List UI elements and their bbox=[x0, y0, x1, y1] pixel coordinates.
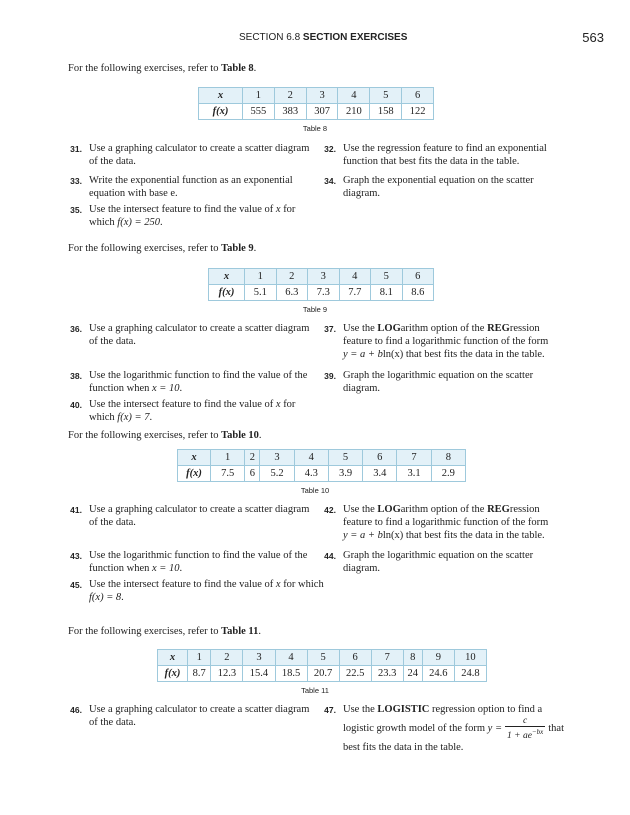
x-cell: 1 bbox=[245, 269, 277, 285]
x-cell: 3 bbox=[308, 269, 340, 285]
x-cell: 4 bbox=[338, 88, 370, 104]
table-ref: Table 11 bbox=[221, 626, 259, 637]
x-cell: 7 bbox=[371, 650, 403, 666]
x-cell: 5 bbox=[307, 650, 339, 666]
f-cell: 22.5 bbox=[339, 666, 371, 682]
x-cell: 3 bbox=[306, 88, 338, 104]
x-cell: 2 bbox=[274, 88, 306, 104]
x-cell: 1 bbox=[188, 650, 211, 666]
f-cell: 8.7 bbox=[188, 666, 211, 682]
x-cell: 6 bbox=[402, 269, 434, 285]
exercise-number: 32. bbox=[324, 144, 336, 154]
table-row-f bbox=[199, 104, 434, 120]
f-cell: 20.7 bbox=[307, 666, 339, 682]
x-header: x bbox=[158, 650, 188, 666]
f-cell: 307 bbox=[306, 104, 338, 120]
exercise-34: 34. Graph the exponential equation on the scatter diagram. bbox=[322, 174, 567, 200]
table-caption: Table 9 bbox=[302, 305, 328, 314]
table-row-f bbox=[158, 666, 487, 682]
table-row-f bbox=[209, 285, 434, 301]
exercise-number: 39. bbox=[324, 371, 336, 381]
x-header: x bbox=[209, 269, 245, 285]
x-cell: 4 bbox=[294, 450, 328, 466]
exercise-41: 41. Use a graphing calculator to create a scatter diagram of the data. bbox=[68, 503, 328, 529]
exercise-number: 42. bbox=[324, 505, 336, 515]
f-header: f(x) bbox=[178, 466, 211, 482]
exercise-number: 43. bbox=[70, 551, 82, 561]
f-cell: 7.5 bbox=[211, 466, 245, 482]
exercise-35: 35. Use the intersect feature to find the value of x for which f(x) = 250. bbox=[68, 203, 328, 229]
f-cell: 3.4 bbox=[363, 466, 397, 482]
f-cell: 158 bbox=[370, 104, 402, 120]
x-cell: 6 bbox=[339, 650, 371, 666]
f-cell: 8.1 bbox=[371, 285, 403, 301]
exercise-number: 31. bbox=[70, 144, 82, 154]
exercise-46: 46. Use a graphing calculator to create a scatter diagram of the data. bbox=[68, 703, 328, 729]
f-cell: 6 bbox=[245, 466, 260, 482]
x-cell: 1 bbox=[211, 450, 245, 466]
x-cell: 3 bbox=[260, 450, 294, 466]
x-cell: 2 bbox=[245, 450, 260, 466]
intro-table-11: For the following exercises, refer to Table 11. bbox=[68, 626, 261, 637]
exercise-39: 39. Graph the logarithmic equation on the scatter diagram. bbox=[322, 369, 567, 395]
intro-table-9: For the following exercises, refer to Table 9. bbox=[68, 243, 257, 254]
f-cell: 7.3 bbox=[308, 285, 340, 301]
f-cell: 383 bbox=[274, 104, 306, 120]
x-cell: 8 bbox=[403, 650, 422, 666]
f-cell: 4.3 bbox=[294, 466, 328, 482]
exercise-number: 34. bbox=[324, 176, 336, 186]
table-row-f bbox=[178, 466, 466, 482]
table-row-x bbox=[209, 269, 434, 285]
exercise-number: 35. bbox=[70, 205, 82, 215]
x-cell: 8 bbox=[431, 450, 465, 466]
exercise-number: 33. bbox=[70, 176, 82, 186]
f-cell: 5.1 bbox=[245, 285, 277, 301]
table-row-x bbox=[199, 88, 434, 104]
exercise-number: 44. bbox=[324, 551, 336, 561]
x-cell: 1 bbox=[243, 88, 275, 104]
f-cell: 6.3 bbox=[276, 285, 308, 301]
x-cell: 3 bbox=[243, 650, 275, 666]
exercise-31: 31. Use a graphing calculator to create a scatter diagram of the data. bbox=[68, 142, 328, 168]
x-cell: 4 bbox=[275, 650, 307, 666]
f-cell: 5.2 bbox=[260, 466, 294, 482]
table-row-x bbox=[178, 450, 466, 466]
intro-table-8: For the following exercises, refer to Table 8. bbox=[68, 63, 257, 74]
x-cell: 2 bbox=[276, 269, 308, 285]
f-header: f(x) bbox=[209, 285, 245, 301]
f-cell: 24.8 bbox=[454, 666, 486, 682]
f-cell: 2.9 bbox=[431, 466, 465, 482]
exercise-number: 47. bbox=[324, 705, 336, 715]
page-number: 563 bbox=[582, 30, 604, 45]
x-cell: 4 bbox=[339, 269, 371, 285]
f-cell: 24 bbox=[403, 666, 422, 682]
table-row-x bbox=[158, 650, 487, 666]
x-cell: 10 bbox=[454, 650, 486, 666]
data-table-8 bbox=[198, 87, 434, 120]
f-cell: 12.3 bbox=[211, 666, 243, 682]
f-cell: 555 bbox=[243, 104, 275, 120]
exercise-number: 38. bbox=[70, 371, 82, 381]
f-cell: 7.7 bbox=[339, 285, 371, 301]
f-cell: 15.4 bbox=[243, 666, 275, 682]
section-label bbox=[239, 32, 407, 43]
table-ref: Table 8 bbox=[221, 63, 254, 74]
f-cell: 24.6 bbox=[422, 666, 454, 682]
exercise-37: 37. Use the LOGarithm option of the REGression feature to find a logarithmic function of the form y = a + bln(x) that best fits the data in the table. bbox=[322, 322, 567, 361]
x-cell: 5 bbox=[371, 269, 403, 285]
table-caption: Table 8 bbox=[302, 124, 328, 133]
f-cell: 210 bbox=[338, 104, 370, 120]
x-header: x bbox=[178, 450, 211, 466]
exercise-45: 45. Use the intersect feature to find the value of x for which f(x) = 8. bbox=[68, 578, 328, 604]
exercise-number: 40. bbox=[70, 400, 82, 410]
data-table-10 bbox=[177, 449, 466, 482]
exercise-number: 36. bbox=[70, 324, 82, 334]
table-caption: Table 11 bbox=[301, 686, 329, 695]
exercise-33: 33. Write the exponential function as an exponential equation with base e. bbox=[68, 174, 328, 200]
x-cell: 5 bbox=[370, 88, 402, 104]
data-table-9 bbox=[208, 268, 434, 301]
exercise-38: 38. Use the logarithmic function to find the value of the function when x = 10. bbox=[68, 369, 328, 395]
exercise-43: 43. Use the logarithmic function to find the value of the function when x = 10. bbox=[68, 549, 328, 575]
f-cell: 3.9 bbox=[328, 466, 362, 482]
exercise-42: 42. Use the LOGarithm option of the REGression feature to find a logarithmic function of the form y = a + bln(x) that best fits the data in the table. bbox=[322, 503, 567, 542]
exercise-36: 36. Use a graphing calculator to create a scatter diagram of the data. bbox=[68, 322, 328, 348]
exercise-number: 45. bbox=[70, 580, 82, 590]
f-cell: 3.1 bbox=[397, 466, 431, 482]
x-cell: 6 bbox=[363, 450, 397, 466]
table-ref: Table 9 bbox=[221, 243, 254, 254]
x-cell: 6 bbox=[402, 88, 434, 104]
x-cell: 9 bbox=[422, 650, 454, 666]
section-title: SECTION EXERCISES bbox=[302, 32, 408, 43]
intro-table-10: For the following exercises, refer to Table 10. bbox=[68, 430, 262, 441]
exercise-44: 44. Graph the logarithmic equation on the scatter diagram. bbox=[322, 549, 567, 575]
exercise-40: 40. Use the intersect feature to find the value of x for which f(x) = 7. bbox=[68, 398, 328, 424]
section-number: SECTION 6.8 bbox=[239, 32, 301, 43]
running-header bbox=[0, 30, 630, 48]
x-header: x bbox=[199, 88, 243, 104]
f-cell: 8.6 bbox=[402, 285, 434, 301]
f-cell: 23.3 bbox=[371, 666, 403, 682]
data-table-11 bbox=[157, 649, 487, 682]
f-cell: 122 bbox=[402, 104, 434, 120]
logistic-fraction: $\frac{c}{1 + ae^{-bx}}$ bbox=[507, 716, 544, 742]
x-cell: 2 bbox=[211, 650, 243, 666]
x-cell: 7 bbox=[397, 450, 431, 466]
x-cell: 5 bbox=[328, 450, 362, 466]
exercise-47: 47. Use the LOGISTIC regression option to find a logistic growth model of the form y = $\frac{c}{1 + ae^{-bx}}$ that best fits the data in the table. bbox=[322, 703, 582, 754]
table-ref: Table 10 bbox=[221, 430, 259, 441]
f-header: f(x) bbox=[199, 104, 243, 120]
exercise-32: 32. Use the regression feature to find an exponential function that best fits the data in the table. bbox=[322, 142, 567, 168]
exercise-number: 41. bbox=[70, 505, 82, 515]
table-caption: Table 10 bbox=[300, 486, 330, 495]
f-cell: 18.5 bbox=[275, 666, 307, 682]
exercise-number: 46. bbox=[70, 705, 82, 715]
f-header: f(x) bbox=[158, 666, 188, 682]
exercise-number: 37. bbox=[324, 324, 336, 334]
